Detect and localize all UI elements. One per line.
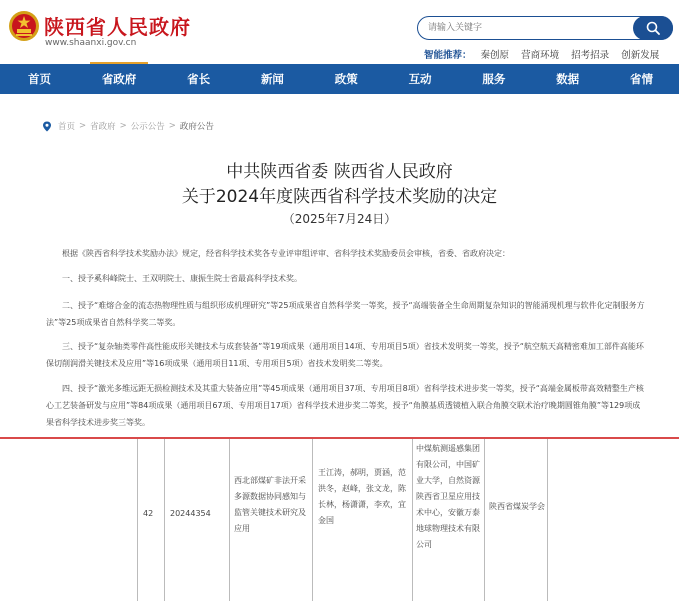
article-paragraph: 二、授予“难熔合金的流态热物理性质与组织形成机理研究”等25项成果省自然科学奖一等奖，授予“高端装备全生命周期复杂知识的智能涌现机理与软件化定制服务方法”等25项成果省自然科学奖二等奖。 bbox=[46, 301, 645, 327]
breadcrumb-provincial-government[interactable]: 省政府 bbox=[90, 122, 116, 132]
national-emblem-icon bbox=[8, 10, 40, 42]
nav-province-info[interactable]: 省情 bbox=[630, 72, 653, 86]
breadcrumb-separator: > bbox=[119, 121, 127, 131]
article-paragraph: 三、授予“复杂轴类零件高性能成形关键技术与成套装备”等19项成果（通用项目14项、专用项目5项）省技术发明奖一等奖，授予“航空航天高精密难加工部件高能环保切削润滑关键技术及应用”等16项成果（通用项目11项、专用项目5项）省技术发明奖二等奖。 bbox=[46, 342, 644, 368]
nav-governor[interactable]: 省长 bbox=[187, 72, 211, 86]
main-nav bbox=[0, 64, 679, 94]
site-title[interactable]: 陕西省人民政府 bbox=[44, 15, 191, 39]
article-paragraph: 四、授予“激光多维远距无损检测技术及其重大装备应用”等45项成果（通用项目37项、专用项目8项）省科学技术进步奖一等奖，授予“高端金属板带高效精整生产核心工艺装备研发与应用”等84项成果（通用项目67项、专用项目17项）省科学技术进步奖二等奖，授予“角膜基质透镜植入联合角膜交联术治疗晚期圆锥角膜”等129项成果省科学技术进步奖三等奖。 bbox=[46, 384, 644, 427]
smart-link-recruitment[interactable]: 招考招录 bbox=[571, 50, 610, 61]
breadcrumb bbox=[42, 120, 214, 132]
search-icon bbox=[646, 21, 660, 35]
breadcrumb-separator: > bbox=[79, 121, 87, 131]
location-pin-icon bbox=[42, 121, 52, 132]
article-date: （2025年7月24日） bbox=[282, 212, 397, 226]
table-cell-recommender bbox=[485, 439, 548, 601]
smart-recommend-label: 智能推荐： bbox=[424, 50, 472, 61]
row-number: 42 bbox=[143, 509, 154, 518]
search-button[interactable] bbox=[633, 16, 673, 40]
smart-link-qinchuangyuan[interactable]: 秦创原 bbox=[480, 50, 510, 61]
breadcrumb-separator: > bbox=[168, 121, 176, 131]
table-cell-units bbox=[413, 439, 485, 601]
nav-interaction[interactable]: 互动 bbox=[408, 72, 432, 86]
table-cell-number bbox=[138, 439, 165, 601]
article-paragraph: 一、授予奚科峰院士、王双明院士、康振生院士省最高科学技术奖。 bbox=[62, 274, 302, 283]
project-people: 王江涛，郝明，贾涵，范洪冬，赵峰，张文龙，陈长林，杨潇潇，李欢，宜金国 bbox=[318, 468, 406, 525]
table-cell-project bbox=[230, 439, 313, 601]
site-url: www.shaanxi.gov.cn bbox=[45, 38, 137, 48]
award-table bbox=[137, 439, 548, 601]
nav-news[interactable]: 新闻 bbox=[260, 72, 284, 86]
table-cell-code bbox=[165, 439, 230, 601]
nav-service[interactable]: 服务 bbox=[482, 72, 506, 86]
smart-recommend bbox=[424, 47, 668, 61]
site-header bbox=[0, 0, 679, 64]
nav-data[interactable]: 数据 bbox=[556, 72, 580, 86]
smart-link-business-env[interactable]: 营商环境 bbox=[521, 50, 560, 61]
table-cell-people bbox=[313, 439, 413, 601]
project-name: 西北部煤矿非法开采多源数据协同感知与监管关键技术研究及应用 bbox=[234, 476, 306, 533]
smart-link-innovation[interactable]: 创新发展 bbox=[621, 50, 660, 61]
project-recommender: 陕西省煤炭学会 bbox=[489, 502, 545, 511]
search-input[interactable] bbox=[428, 20, 628, 36]
project-units: 中煤航测遥感集团有限公司，中国矿业大学，自然资源陕西省卫星应用技术中心，安徽万泰地球物理技术有限公司 bbox=[416, 444, 480, 549]
article-title-line2: 关于2024年度陕西省科学技术奖励的决定 bbox=[181, 187, 498, 207]
breadcrumb-government-notice[interactable]: 政府公告 bbox=[179, 122, 214, 132]
nav-home[interactable]: 首页 bbox=[28, 72, 51, 86]
search-box bbox=[417, 16, 673, 40]
article-paragraph: 根据《陕西省科学技术奖励办法》规定，经省科学技术奖各专业评审组评审、省科学技术奖励委员会审核，省委、省政府决定： bbox=[62, 249, 510, 258]
article-title-line1: 中共陕西省委 陕西省人民政府 bbox=[226, 162, 453, 182]
project-code: 20244354 bbox=[170, 509, 211, 518]
breadcrumb-announcements[interactable]: 公示公告 bbox=[130, 122, 165, 132]
nav-policy[interactable]: 政策 bbox=[334, 72, 358, 86]
nav-provincial-government[interactable]: 省政府 bbox=[102, 64, 137, 94]
breadcrumb-home[interactable]: 首页 bbox=[58, 122, 76, 132]
